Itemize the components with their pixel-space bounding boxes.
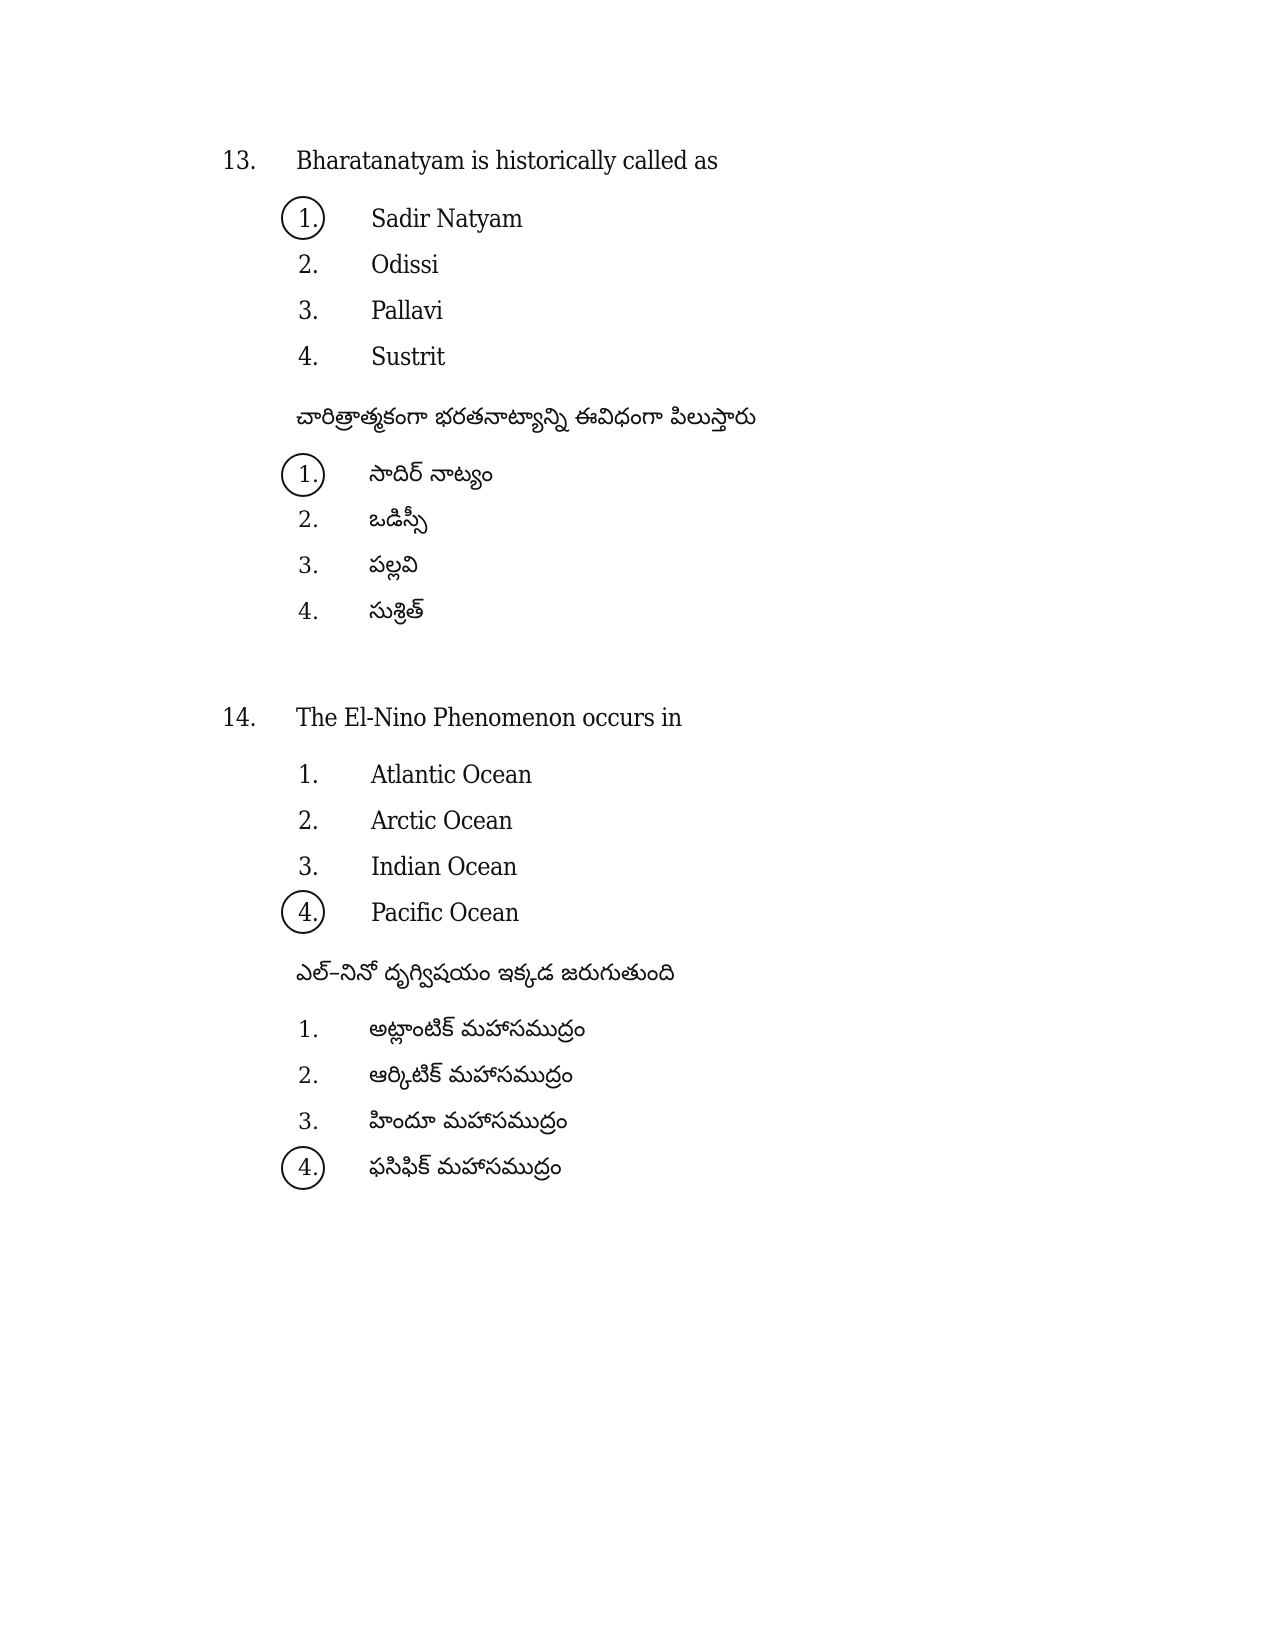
question-stem-telugu: ఎల్–నినో దృగ్విషయం ఇక్కడ జరుగుతుంది — [296, 960, 675, 986]
option-text-telugu: ఒడిస్సీ — [369, 506, 428, 532]
option-text-telugu: ఆర్కిటిక్ మహాసముద్రం — [369, 1062, 574, 1088]
question-stem-english: The El-Nino Phenomenon occurs in — [296, 703, 682, 732]
option-text: Atlantic Ocean — [371, 760, 532, 789]
question-number: 13. — [222, 146, 257, 175]
option-text: Odissi — [371, 250, 439, 279]
question-number: 14. — [222, 703, 257, 732]
option-text-telugu: సుశ్రిత్ — [369, 598, 424, 624]
option-number: 2. — [298, 1064, 319, 1089]
option-number: 4. — [298, 600, 319, 625]
option-text: Arctic Ocean — [371, 806, 513, 835]
option-text-telugu: హిందూ మహాసముద్రం — [369, 1108, 568, 1134]
option-number: 2. — [298, 250, 319, 279]
option-number: 4. — [298, 898, 319, 927]
option-number: 4. — [298, 342, 319, 371]
option-number: 1. — [298, 1018, 319, 1043]
option-number: 1. — [298, 463, 319, 488]
option-number: 1. — [298, 204, 319, 233]
option-number: 1. — [298, 760, 319, 789]
option-number: 4. — [298, 1156, 319, 1181]
option-text-telugu: ఫసిఫిక్ మహాసముద్రం — [369, 1154, 562, 1180]
question-stem-english: Bharatanatyam is historically called as — [296, 146, 718, 175]
option-text-telugu: సాదిర్ నాట్యం — [369, 461, 493, 487]
option-number: 3. — [298, 852, 319, 881]
option-number: 3. — [298, 296, 319, 325]
option-number: 2. — [298, 806, 319, 835]
option-text: Pacific Ocean — [371, 898, 519, 927]
option-number: 3. — [298, 554, 319, 579]
question-stem-telugu: చారిత్రాత్మకంగా భరతనాట్యాన్ని ఈవిధంగా పిలుస్తారు — [296, 404, 757, 430]
option-number: 3. — [298, 1110, 319, 1135]
option-text: Indian Ocean — [371, 852, 517, 881]
option-number: 2. — [298, 508, 319, 533]
option-text: Sadir Natyam — [371, 204, 523, 233]
option-text: Pallavi — [371, 296, 443, 325]
option-text-telugu: అట్లాంటిక్ మహాసముద్రం — [369, 1016, 586, 1042]
option-text: Sustrit — [371, 342, 445, 371]
option-text-telugu: పల్లవి — [369, 552, 419, 578]
